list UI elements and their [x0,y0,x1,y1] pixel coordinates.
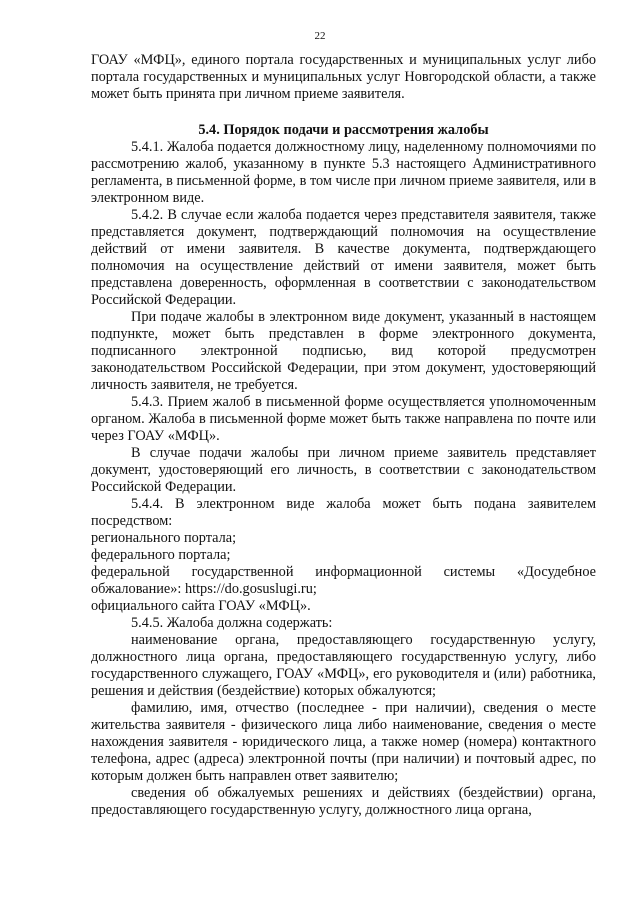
channel-item-mfc-website: официального сайта ГОАУ «МФЦ». [91,598,311,614]
content-item-decisions: сведения об обжалуемых решениях и действиях (бездействии) органа, предоставляющего государственную услугу, должностного лица органа, [91,785,596,818]
paragraph-5-4-1: 5.4.1. Жалоба подается должностному лицу, наделенному полномочиями по рассмотрению жалоб, указанному в пункте 5.3 настоящего Административного регламента, в письменной форме, в том числе при личном приеме заявителя, или в электронном виде. [91,139,596,206]
page-number: 22 [314,30,326,42]
paragraph-personal-submission: В случае подачи жалобы при личном приеме заявитель представляет документ, удостоверяющий его личность, в соответствии с законодательством Российской Федерации. [91,445,596,495]
channel-item-federal-system: федеральной государственной информационной системы «Досудебное обжалование»: https://do.gosuslugi.ru; [91,564,596,597]
paragraph-5-4-4: 5.4.4. В электронном виде жалоба может быть подана заявителем посредством: [91,496,596,529]
content-item-organ: наименование органа, предоставляющего государственную услугу, должностного лица органа, предоставляющего государственную услугу, либо государственного служащего, ГОАУ «МФЦ», его руководителя и (или) работника, решения и действия (бездействие) которых обжалуются; [91,632,596,699]
paragraph-electronic-submission: При подаче жалобы в электронном виде документ, указанный в настоящем подпункте, может быть представлен в форме электронного документа, подписанного электронной подписью, вид которой предусмотрен законодательством Российской Федерации, при этом документ, удостоверяющий личность заявителя, не требуется. [91,309,596,393]
channel-item-regional-portal: регионального портала; [91,530,237,546]
paragraph-5-4-5: 5.4.5. Жалоба должна содержать: [131,615,333,631]
channel-item-federal-portal: федерального портала; [91,547,231,563]
document-body [91,52,596,819]
section-heading: 5.4. Порядок подачи и рассмотрения жалобы [198,122,489,138]
intro-paragraph: ГОАУ «МФЦ», единого портала государственных и муниципальных услуг либо портала государственных и муниципальных услуг Новгородской области, а также может быть принята при личном приеме заявителя. [91,52,596,102]
content-item-applicant: фамилию, имя, отчество (последнее - при наличии), сведения о месте жительства заявителя - физического лица либо наименование, сведения о месте нахождения заявителя - юридического лица, а также номер (номера) контактного телефона, адрес (адреса) электронной почты (при наличии) и почтовый адрес, по которым должен быть направлен ответ заявителю; [91,700,596,784]
paragraph-5-4-3: 5.4.3. Прием жалоб в письменной форме осуществляется уполномоченным органом. Жалоба в письменной форме может быть также направлена по почте или через ГОАУ «МФЦ». [91,394,596,444]
paragraph-5-4-2: 5.4.2. В случае если жалоба подается через представителя заявителя, также представляется документ, подтверждающий полномочия на осуществление действий от имени заявителя. В качестве документа, подтверждающего полномочия на осуществление действий от имени заявителя, может быть представлена доверенность, оформленная в соответствии с законодательством Российской Федерации. [91,207,596,308]
